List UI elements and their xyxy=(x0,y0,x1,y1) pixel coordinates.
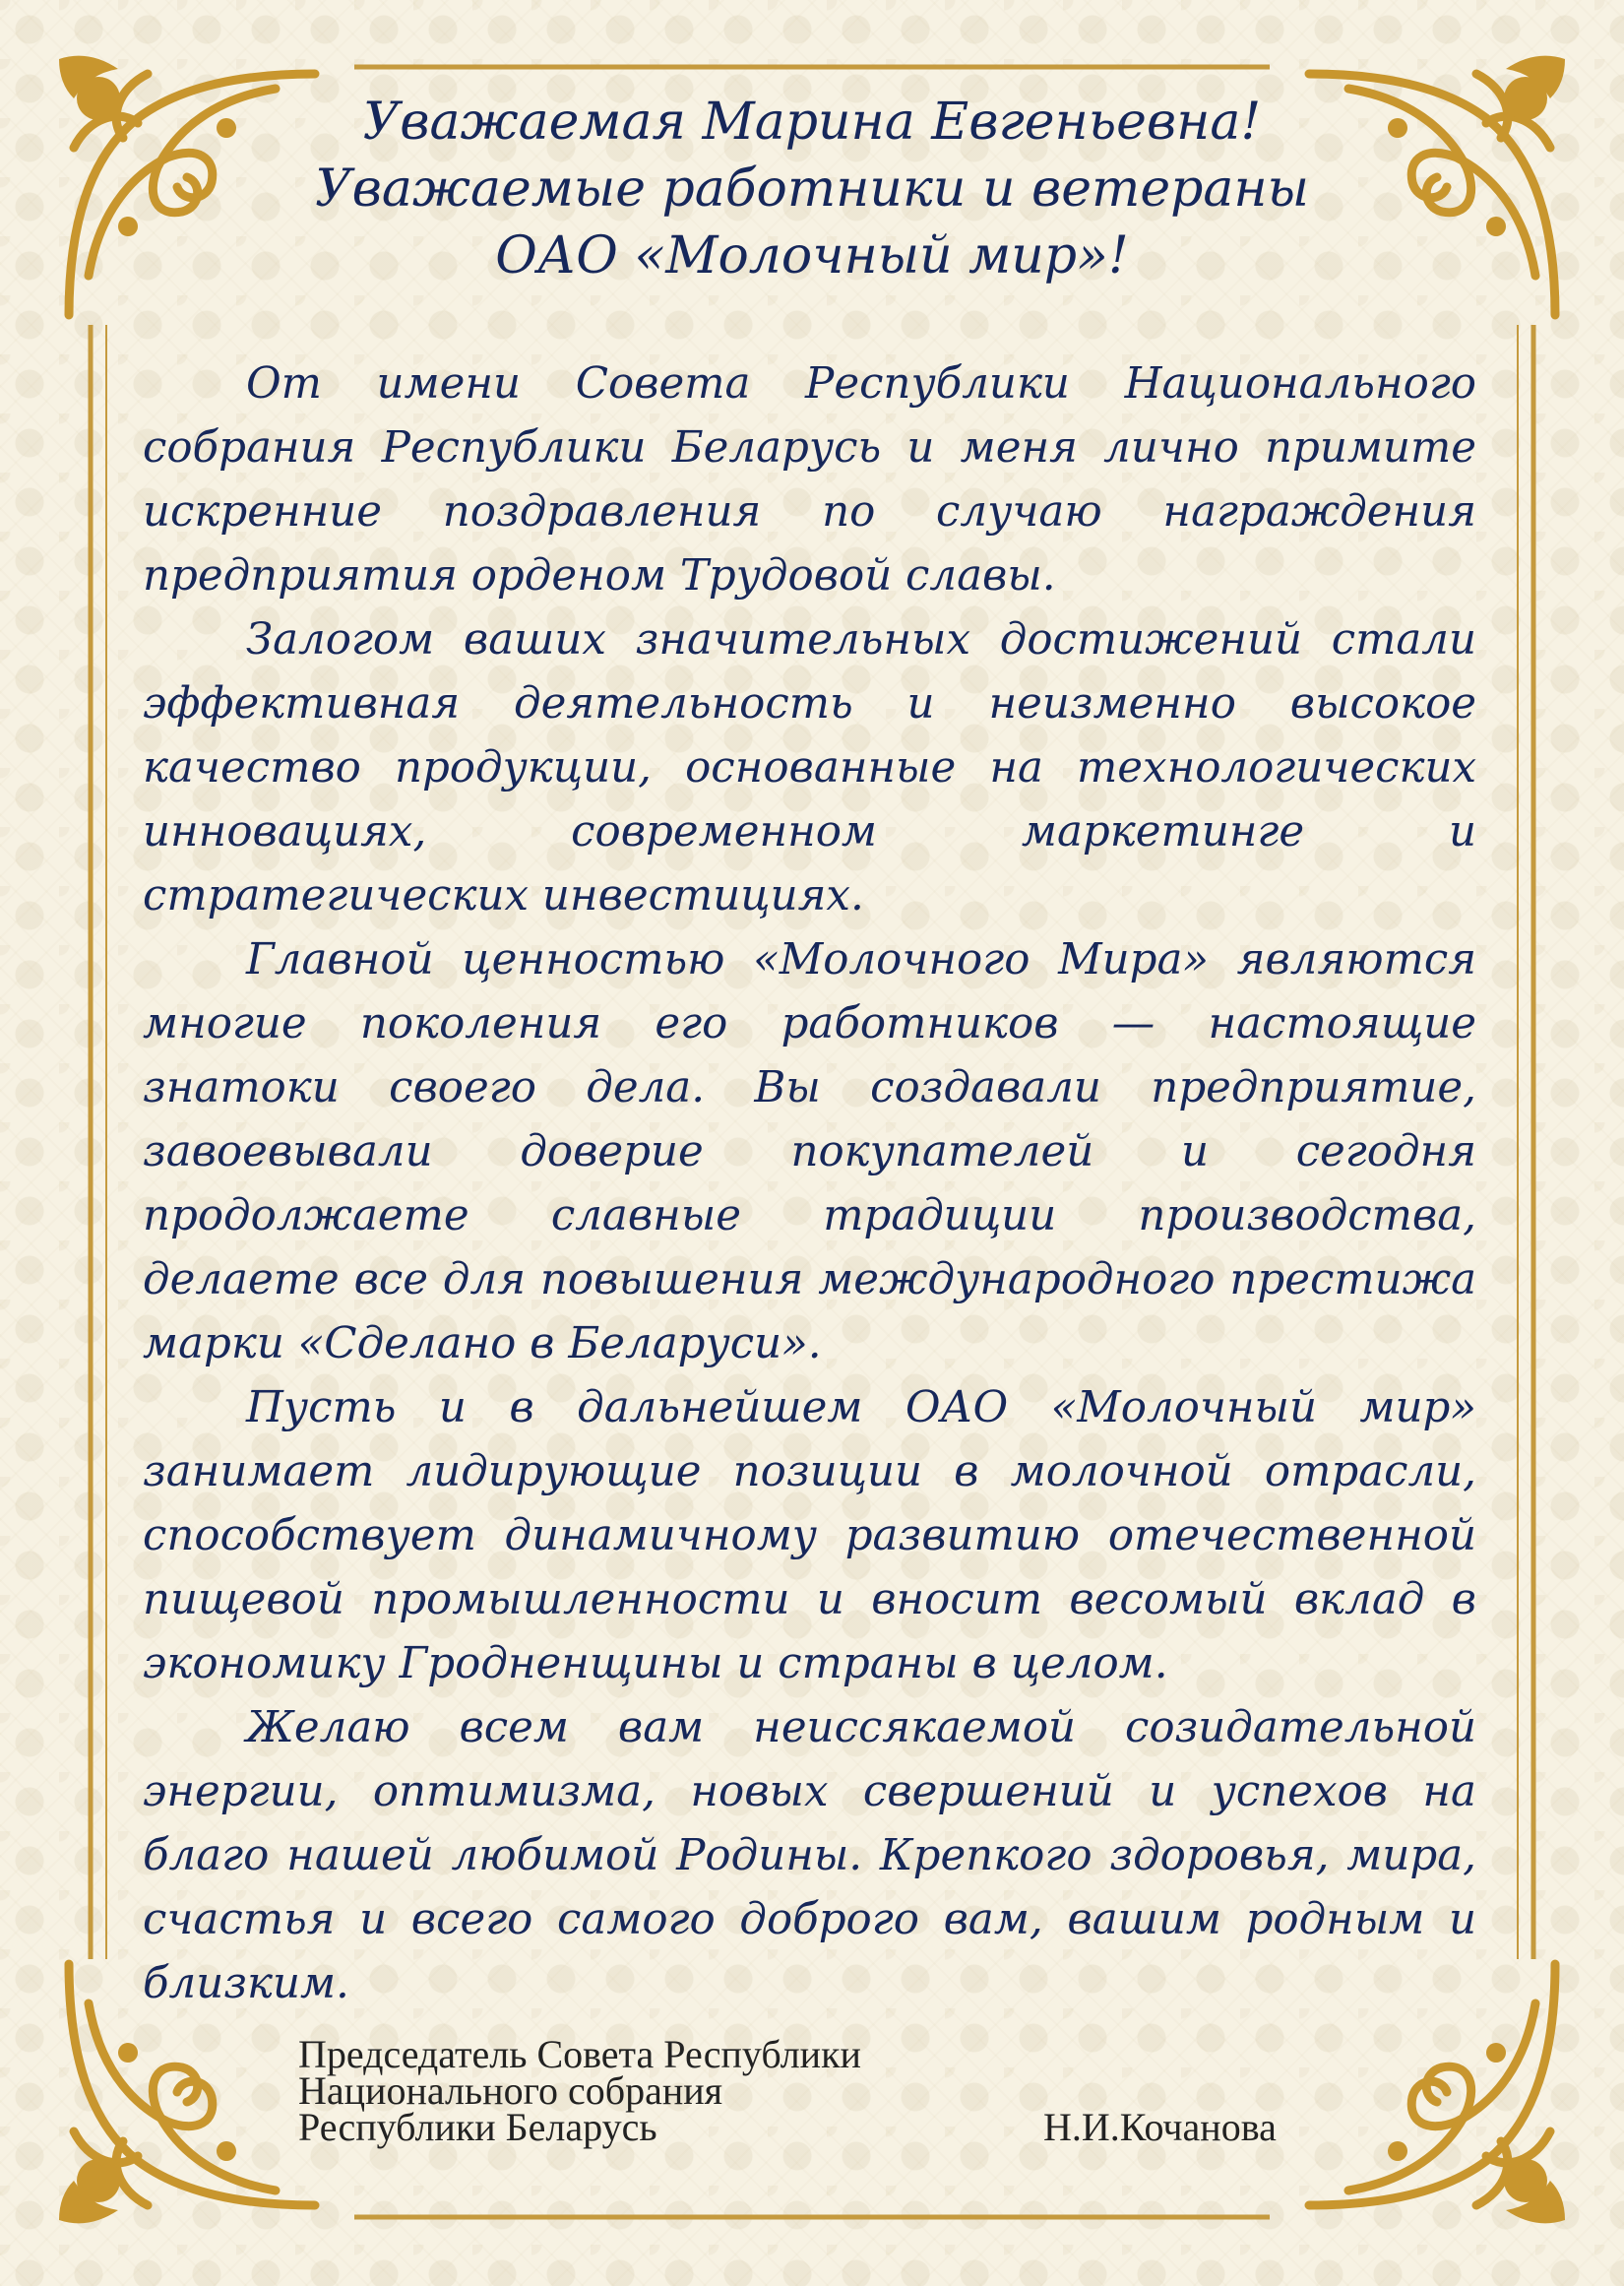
signer-position-line-1: Председатель Совета Республики xyxy=(298,2032,861,2076)
salutation-line-addressee: Уважаемая Марина Евгеньевна! xyxy=(362,93,1262,152)
salutation xyxy=(246,89,1378,289)
signer-position-line-3: Республики Беларусь xyxy=(298,2105,657,2149)
letter-body xyxy=(143,352,1476,2016)
paragraph-wishes-company: Пусть и в дальнейшем ОАО «Молочный мир» занимает лидирующие позиции в молочной отрасли, способствует динамичному развитию отечественной пищевой промышленности и вносит весомый вклад в экономику Гродненщины и страны в целом. xyxy=(143,1383,1476,1688)
salutation-line-company: ОАО «Молочный мир»! xyxy=(495,226,1129,286)
paragraph-wishes-personal: Желаю всем вам неиссякаемой созидательной энергии, оптимизма, новых свершений и успехов на благо нашей любимой Родины. Крепкого здоровья, мира, счастья и всего самого доброго вам, вашим родным и близким. xyxy=(143,1703,1476,2008)
paragraph-achievements: Залогом ваших значительных достижений стали эффективная деятельность и неизменно высокое качество продукции, основанные на технологических инновациях, современном маркетинге и стратегических инвестициях. xyxy=(143,615,1476,921)
paragraph-workers: Главной ценностью «Молочного Мира» являются многие поколения его работников — настоящие знатоки своего дела. Вы создавали предприятие, завоевывали доверие покупателей и сегодня продолжаете славные традиции производства, делаете все для повышения международного престижа марки «Сделано в Беларуси». xyxy=(143,935,1476,1368)
signer-name: Н.И.Кочанова xyxy=(1043,2105,1277,2149)
salutation-line-workers: Уважаемые работники и ветераны xyxy=(315,159,1309,219)
signer-position-line-2: Национального собрания xyxy=(298,2068,723,2113)
paragraph-congratulation: От имени Совета Республики Национального собрания Республики Беларусь и меня лично примите искренние поздравления по случаю награждения предприятия орденом Трудовой славы. xyxy=(143,359,1476,601)
